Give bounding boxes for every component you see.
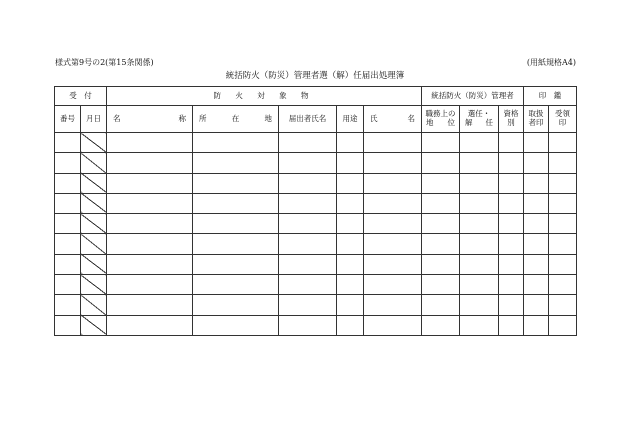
cell-usage[interactable] [337,173,364,193]
cell-location[interactable] [193,275,279,295]
cell-qualification[interactable] [499,214,524,234]
table-row [55,315,577,335]
cell-appointment[interactable] [460,153,499,173]
cell-handler-seal[interactable] [524,133,549,153]
cell-number[interactable] [55,153,81,173]
cell-receiver-seal[interactable] [549,234,577,254]
cell-appointment[interactable] [460,295,499,315]
cell-name[interactable] [107,173,193,193]
cell-applicant[interactable] [279,173,337,193]
cell-handler-seal[interactable] [524,295,549,315]
cell-number[interactable] [55,254,81,274]
cell-date[interactable] [81,133,107,153]
cell-applicant[interactable] [279,133,337,153]
table-row [55,193,577,213]
cell-qualification[interactable] [499,275,524,295]
cell-position[interactable] [422,254,460,274]
cell-receiver-seal[interactable] [549,133,577,153]
cell-location[interactable] [193,214,279,234]
table-row [55,153,577,173]
cell-position[interactable] [422,133,460,153]
table-row [55,275,577,295]
cell-number[interactable] [55,315,81,335]
cell-location[interactable] [193,153,279,173]
cell-usage[interactable] [337,234,364,254]
cell-person-name[interactable] [364,234,422,254]
cell-applicant[interactable] [279,254,337,274]
col-date: 月日 [81,106,107,133]
table-row [55,254,577,274]
cell-appointment[interactable] [460,173,499,193]
cell-position[interactable] [422,173,460,193]
cell-position[interactable] [422,315,460,335]
cell-qualification[interactable] [499,234,524,254]
col-receiver-seal: 受領 印 [549,106,577,133]
cell-applicant[interactable] [279,315,337,335]
cell-position[interactable] [422,214,460,234]
cell-date[interactable] [81,173,107,193]
cell-number[interactable] [55,173,81,193]
cell-person-name[interactable] [364,214,422,234]
cell-person-name[interactable] [364,193,422,213]
registry-table [54,86,577,336]
cell-handler-seal[interactable] [524,153,549,173]
cell-applicant[interactable] [279,295,337,315]
cell-number[interactable] [55,295,81,315]
cell-handler-seal[interactable] [524,315,549,335]
cell-appointment[interactable] [460,193,499,213]
cell-handler-seal[interactable] [524,193,549,213]
paper-size-note: (用紙規格A4) [526,58,576,67]
cell-appointment[interactable] [460,315,499,335]
cell-receiver-seal[interactable] [549,315,577,335]
col-location: 所 在 地 [193,106,279,133]
cell-usage[interactable] [337,254,364,274]
cell-position[interactable] [422,234,460,254]
cell-number[interactable] [55,193,81,213]
cell-receiver-seal[interactable] [549,153,577,173]
cell-qualification[interactable] [499,173,524,193]
cell-person-name[interactable] [364,275,422,295]
cell-name[interactable] [107,234,193,254]
document-title: 統括防火（防災）管理者選（解）任届出処理簿 [225,71,405,81]
cell-receiver-seal[interactable] [549,193,577,213]
cell-location[interactable] [193,234,279,254]
cell-receiver-seal[interactable] [549,275,577,295]
cell-appointment[interactable] [460,275,499,295]
cell-usage[interactable] [337,193,364,213]
cell-location[interactable] [193,173,279,193]
cell-person-name[interactable] [364,153,422,173]
cell-receiver-seal[interactable] [549,295,577,315]
cell-number[interactable] [55,234,81,254]
table-body [55,133,577,336]
col-handler-seal: 取扱 者印 [524,106,549,133]
cell-position[interactable] [422,153,460,173]
cell-usage[interactable] [337,275,364,295]
cell-date[interactable] [81,254,107,274]
cell-date[interactable] [81,295,107,315]
cell-usage[interactable] [337,133,364,153]
cell-person-name[interactable] [364,295,422,315]
cell-name[interactable] [107,193,193,213]
cell-handler-seal[interactable] [524,254,549,274]
group-manager: 統括防火（防災）管理者 [422,87,524,106]
cell-number[interactable] [55,275,81,295]
cell-name[interactable] [107,254,193,274]
cell-applicant[interactable] [279,214,337,234]
cell-name[interactable] [107,275,193,295]
table-row [55,214,577,234]
group-target: 防 火 対 象 物 [107,87,422,106]
cell-applicant[interactable] [279,153,337,173]
cell-position[interactable] [422,295,460,315]
cell-applicant[interactable] [279,234,337,254]
cell-applicant[interactable] [279,193,337,213]
col-number: 番号 [55,106,81,133]
cell-location[interactable] [193,315,279,335]
cell-usage[interactable] [337,295,364,315]
cell-person-name[interactable] [364,254,422,274]
table-row [55,295,577,315]
col-person-name: 氏 名 [364,106,422,133]
cell-location[interactable] [193,254,279,274]
cell-handler-seal[interactable] [524,275,549,295]
cell-person-name[interactable] [364,173,422,193]
cell-appointment[interactable] [460,254,499,274]
cell-usage[interactable] [337,214,364,234]
cell-usage[interactable] [337,315,364,335]
cell-qualification[interactable] [499,133,524,153]
col-applicant: 届出者氏名 [279,106,337,133]
col-name: 名 称 [107,106,193,133]
cell-date[interactable] [81,315,107,335]
cell-applicant[interactable] [279,275,337,295]
cell-person-name[interactable] [364,315,422,335]
cell-date[interactable] [81,234,107,254]
cell-qualification[interactable] [499,315,524,335]
cell-date[interactable] [81,214,107,234]
cell-date[interactable] [81,193,107,213]
cell-appointment[interactable] [460,214,499,234]
cell-qualification[interactable] [499,295,524,315]
cell-receiver-seal[interactable] [549,173,577,193]
cell-receiver-seal[interactable] [549,214,577,234]
cell-name[interactable] [107,133,193,153]
group-receipt: 受 付 [55,87,107,106]
col-position: 職務上の 地 位 [422,106,460,133]
col-qualification: 資格 別 [499,106,524,133]
cell-handler-seal[interactable] [524,214,549,234]
table-row [55,234,577,254]
cell-qualification[interactable] [499,153,524,173]
col-appointment: 選任・ 解 任 [460,106,499,133]
cell-date[interactable] [81,153,107,173]
cell-handler-seal[interactable] [524,234,549,254]
cell-receiver-seal[interactable] [549,254,577,274]
cell-person-name[interactable] [364,133,422,153]
cell-location[interactable] [193,193,279,213]
form-number: 様式第9号の2(第15条関係) [55,58,154,67]
col-usage: 用途 [337,106,364,133]
cell-location[interactable] [193,295,279,315]
group-seal: 印 鑑 [524,87,577,106]
cell-usage[interactable] [337,153,364,173]
cell-name[interactable] [107,315,193,335]
cell-position[interactable] [422,193,460,213]
table-row [55,133,577,153]
cell-qualification[interactable] [499,254,524,274]
cell-appointment[interactable] [460,234,499,254]
cell-name[interactable] [107,214,193,234]
cell-position[interactable] [422,275,460,295]
cell-name[interactable] [107,153,193,173]
cell-qualification[interactable] [499,193,524,213]
cell-handler-seal[interactable] [524,173,549,193]
cell-number[interactable] [55,133,81,153]
cell-number[interactable] [55,214,81,234]
table-row [55,173,577,193]
cell-name[interactable] [107,295,193,315]
cell-location[interactable] [193,133,279,153]
cell-appointment[interactable] [460,133,499,153]
cell-date[interactable] [81,275,107,295]
